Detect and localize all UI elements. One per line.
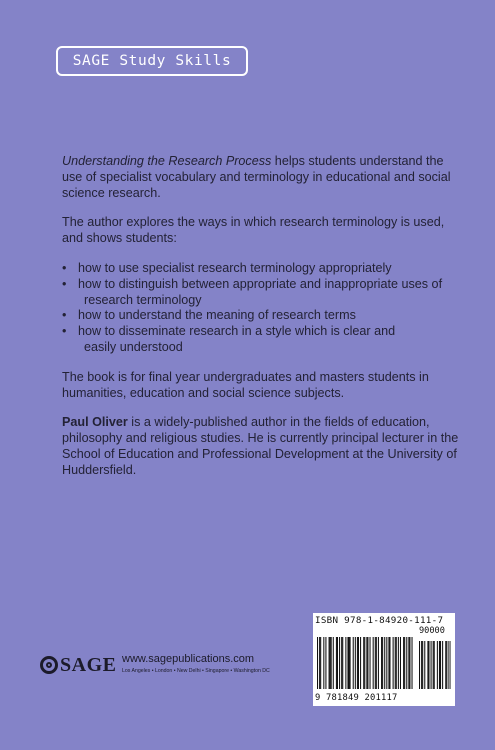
list-item <box>62 277 462 309</box>
book-title: Understanding the Research Process <box>62 154 272 168</box>
barcode-bar <box>320 637 321 689</box>
barcode-panel <box>313 613 455 706</box>
barcode-addon-bar <box>440 641 441 689</box>
barcode-addon-bar <box>424 641 425 689</box>
back-cover-text <box>62 154 462 493</box>
barcode-bar <box>396 637 397 689</box>
barcode-bar <box>404 637 405 689</box>
barcode-bar <box>408 637 409 689</box>
list-item <box>62 308 462 324</box>
author-bio-text: is a widely-published author in the fields of education, philosophy and religious studies. He is currently principal lecturer in the School of Education and Professional Development at the University of Huddersfield. <box>62 415 459 477</box>
barcode-bar <box>386 637 387 689</box>
bullet-icon: • <box>62 324 67 339</box>
barcode-bar <box>342 637 343 689</box>
barcode-bar <box>400 637 401 689</box>
barcode-addon-bar <box>445 641 446 689</box>
intro-paragraph <box>62 154 462 201</box>
barcode-addon-bar <box>428 641 429 689</box>
publisher-block <box>40 650 300 690</box>
audience-paragraph: The book is for final year undergraduates and masters students in humanities, education and social science subjects. <box>62 369 429 400</box>
barcode-bar <box>355 637 356 689</box>
list-item-line: how to understand the meaning of research terms <box>78 308 356 323</box>
barcode-addon-bar <box>434 641 435 689</box>
list-item <box>62 324 462 356</box>
barcode-bar <box>325 637 326 689</box>
barcode-bar <box>393 637 394 689</box>
barcode-addon-bar <box>431 641 432 689</box>
barcode-addon-bar <box>448 641 449 689</box>
barcode-bar <box>347 637 348 689</box>
barcode-bar <box>388 637 389 689</box>
publisher-url: www.sagepublications.com <box>122 653 255 665</box>
list-item-line: how to distinguish between appropriate and inappropriate uses of <box>78 276 443 291</box>
list-item-continuation: research terminology <box>84 292 202 307</box>
barcode-bar <box>349 637 350 689</box>
barcode-bar <box>375 637 376 689</box>
barcode-bar <box>337 637 338 689</box>
barcode-bar <box>381 637 382 689</box>
barcode-bar <box>376 637 377 689</box>
author-explores-paragraph: The author explores the ways in which research terminology is used, and shows students: <box>62 215 445 246</box>
sage-ring-icon <box>40 656 58 674</box>
barcode-bar <box>378 637 379 689</box>
list-item-line: how to use specialist research terminology appropriately <box>78 260 392 275</box>
barcode-bar <box>357 637 358 689</box>
barcode-addon-bar <box>421 641 422 689</box>
barcode-addon-bar <box>427 641 428 689</box>
barcode-bar <box>336 637 337 689</box>
barcode-addon-bar <box>442 641 443 689</box>
ean-number: 9 781849 201117 <box>315 693 398 703</box>
barcode-bar <box>341 637 342 689</box>
barcode-icon <box>317 637 451 693</box>
barcode-addon-bar <box>446 641 447 689</box>
barcode-bar <box>358 637 359 689</box>
barcode-bar <box>363 637 364 689</box>
barcode-bar <box>317 637 318 689</box>
barcode-bar <box>339 637 340 689</box>
barcode-addon-bar <box>422 641 423 689</box>
sage-logo-word: SAGE <box>60 653 117 676</box>
barcode-bar <box>373 637 374 689</box>
barcode-bar <box>409 637 410 689</box>
barcode-addon-bar <box>419 641 420 689</box>
barcode-bar <box>389 637 390 689</box>
barcode-addon-bar <box>433 641 434 689</box>
publisher-cities: Los Angeles • London • New Delhi • Singapore • Washington DC <box>122 668 270 674</box>
barcode-bar <box>406 637 407 689</box>
barcode-bar <box>382 637 383 689</box>
bullet-icon: • <box>62 260 67 275</box>
isbn-number: ISBN 978-1-84920-111-7 <box>315 615 444 626</box>
barcode-addon-bar <box>451 641 452 689</box>
barcode-bar <box>398 637 399 689</box>
barcode-bar <box>366 637 367 689</box>
intro-text: helps students understand the use of specialist vocabulary and terminology in educational and social science research. <box>62 154 451 200</box>
barcode-bar <box>367 637 368 689</box>
series-badge <box>56 46 248 76</box>
barcode-bar <box>331 637 332 689</box>
price-addon: 90000 <box>419 626 445 636</box>
series-label: SAGE Study Skills <box>72 53 232 69</box>
barcode-bar <box>323 637 324 689</box>
barcode-addon-bar <box>437 641 438 689</box>
barcode-bar <box>360 637 361 689</box>
skills-list <box>62 261 462 356</box>
barcode-bar <box>353 637 354 689</box>
barcode-bar <box>345 637 346 689</box>
bullet-icon: • <box>62 276 67 291</box>
author-name: Paul Oliver <box>62 415 128 430</box>
barcode-bar <box>395 637 396 689</box>
sage-logo <box>40 650 116 680</box>
barcode-bar <box>329 637 330 689</box>
barcode-addon-bar <box>439 641 440 689</box>
barcode-bar <box>364 637 365 689</box>
barcode-bar <box>384 637 385 689</box>
bullet-icon: • <box>62 308 67 323</box>
barcode-bar <box>370 637 371 689</box>
barcode-bar <box>333 637 334 689</box>
barcode-bar <box>412 637 413 689</box>
barcode-bar <box>330 637 331 689</box>
barcode-bar <box>350 637 351 689</box>
author-bio <box>62 415 462 478</box>
list-item <box>62 261 462 277</box>
barcode-bar <box>403 637 404 689</box>
barcode-bar <box>319 637 320 689</box>
list-item-line: how to disseminate research in a style which is clear and <box>78 324 396 339</box>
list-item-continuation: easily understood <box>84 339 183 354</box>
